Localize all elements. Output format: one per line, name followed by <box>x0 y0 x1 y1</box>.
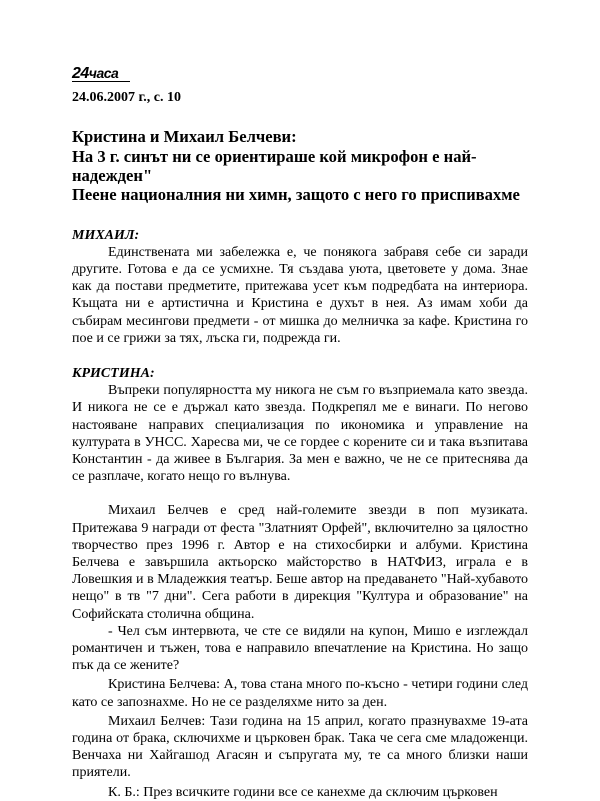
paragraph-mihail: Единствената ми забележка е, че понякога забравя себе си заради другите. Готова е да се усмихне. Тя създава уюта, цветовете у дома. Знае как да постави предметите, притежава усет към подредбата на интериора. Къщата ни е артистична и Кристина е духът в нея. Аз имам хоби да събирам месингови предмети - от мишка до мелничка за кафе. Кристина го пое и се грижи за тях, лъска ги, подрежда ги. <box>72 244 528 346</box>
paragraph-kristina: Въпреки популярността му никога не съм го възприемала като звезда. И никога не се е държал като звезда. Подкрепял ме е винаги. По негово настояване направих специализация по икономика и управление на културата в УНСС. Харесва ми, че се гордее с корените си и така възпитава Константин - да живее в България. За мен е важно, че не се притеснява да се разплаче, когато нещо го вълнува. <box>72 383 528 485</box>
newspaper-logo <box>72 66 130 82</box>
logo-word: часа <box>88 65 119 81</box>
paragraph-question: - Чел съм интервюта, че сте се видяли на купон, Мишо е изглеждал романтичен и тъжен, това е направило впечатление на Кристина. Но защо пък да се жените? <box>72 623 528 674</box>
document-page <box>72 66 528 801</box>
paragraph-answer-3: К. Б.: През всичките години все се канехме да сключим църковен <box>108 784 498 800</box>
title-line-2: На 3 г. синът ни се ориентираше кой микрофон е най- <box>72 146 477 166</box>
paragraph-bio: Михаил Белчев е сред най-големите звезди в поп музиката. Притежава 9 награди от феста "Златният Орфей", включително за цялостно творчество през 1996 г. Автор е на стихосбирки и албуми. Кристина Белчева е завършила актьорско майсторство в НАТФИЗ, играла е в Ловешкия и в Младежкия театър. Беше автор на предаването "Най-хубавото нещо" в тв "7 дни". Сега работи в дирекция "Култура и образование" на Софийската столична община. <box>72 503 528 622</box>
paragraph-answer-2: Михаил Белчев: Тази година на 15 април, когато празнувахме 19-ата година от брака, сключихме и църковен брак. Така че сега сме младоженци. Венчаха ни Хайгашод Агасян и съпругата му, те са много близки наши приятели. <box>72 713 528 781</box>
speaker-kristina: КРИСТИНА: <box>72 366 155 382</box>
title-line-4: Пеене националния ни химн, защото с него го приспивахме <box>72 185 520 205</box>
article-title <box>72 127 528 204</box>
title-line-3: надежден" <box>72 166 153 185</box>
dateline: 24.06.2007 г., с. 10 <box>72 90 181 106</box>
paragraph-answer-1: Кристина Белчева: А, това стана много по-късно - четири години след като се запознахме. Но не се разделяхме нито за ден. <box>72 677 528 710</box>
title-line-1: Кристина и Михаил Белчеви: <box>72 127 297 147</box>
speaker-mihail: МИХАИЛ: <box>72 227 140 243</box>
logo-number: 24 <box>72 65 89 82</box>
